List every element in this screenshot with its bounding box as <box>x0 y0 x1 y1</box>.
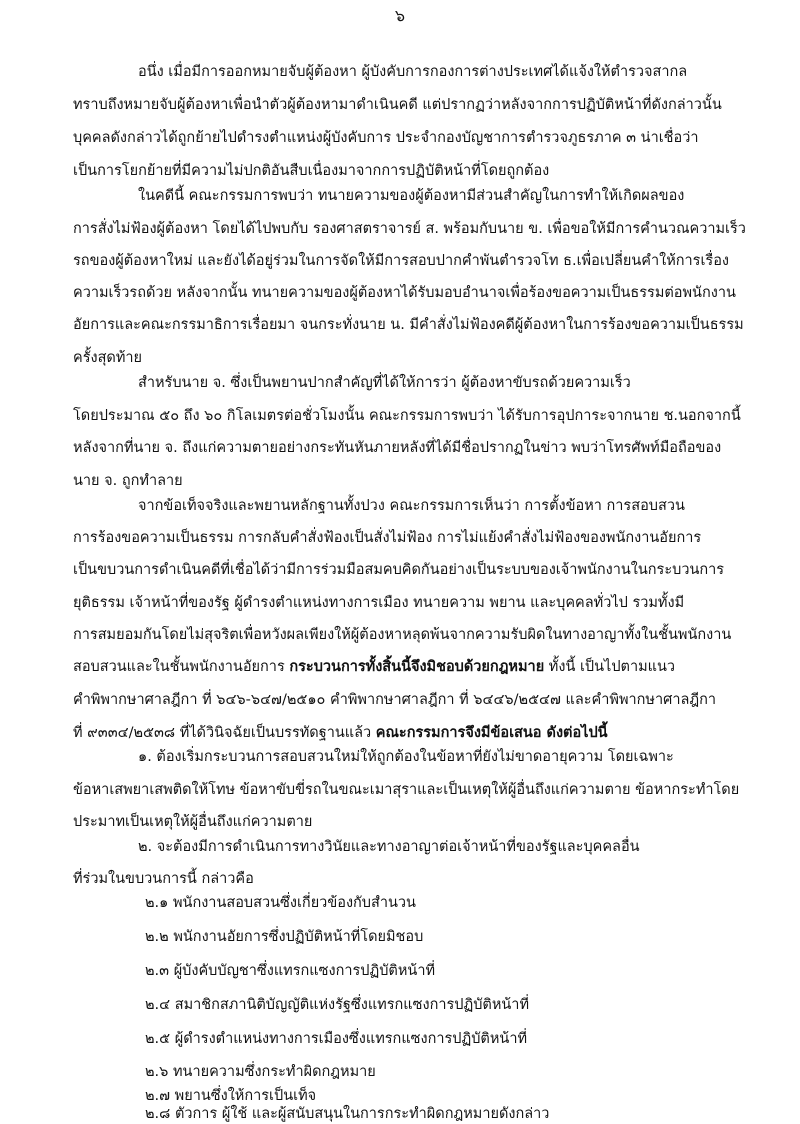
paragraph-2-line: ในคดีนี้ คณะกรรมการพบว่า ทนายความของผู้ต้องหามีส่วนสำคัญในการทำให้เกิดผลของ <box>138 188 685 204</box>
paragraph-4-line: คำพิพากษาศาลฎีกา ที่ ๖๔๖-๖๔๗/๒๕๑๐ คำพิพากษาศาลฎีกา ที่ ๖๔๔๖/๒๕๔๗ และคำพิพากษาศาลฎีกา <box>73 692 717 708</box>
paragraph-4-line: การร้องขอความเป็นธรรม การกลับคำสั่งฟ้องเป็นสั่งไม่ฟ้อง การไม่แย้งคำสั่งไม่ฟ้องของพนักงานอัยการ <box>73 530 702 546</box>
sub-item: ๒.๖ ทนายความซึ่งกระทำผิดกฎหมาย <box>145 1064 376 1080</box>
paragraph-4-text: สอบสวนและในชั้นพนักงานอัยการ <box>73 659 290 675</box>
paragraph-1-line: อนึ่ง เมื่อมีการออกหมายจับผู้ต้องหา ผู้บังคับการกองการต่างประเทศได้แจ้งให้ตำรวจสากล <box>138 64 688 80</box>
paragraph-2-line: ครั้งสุดท้าย <box>73 350 143 366</box>
sub-item: ๒.๒ พนักงานอัยการซึ่งปฏิบัติหน้าที่โดยมิชอบ <box>145 929 424 945</box>
paragraph-3-line: นาย จ. ถูกทำลาย <box>73 473 183 489</box>
page-number: ๖ <box>394 6 406 25</box>
sub-item: ๒.๔ สมาชิกสภานิติบัญญัติแห่งรัฐซึ่งแทรกแซงการปฏิบัติหน้าที่ <box>145 997 530 1013</box>
paragraph-4-line: จากข้อเท็จจริงและพยานหลักฐานทั้งปวง คณะกรรมการเห็นว่า การตั้งข้อหา การสอบสวน <box>138 498 685 514</box>
paragraph-4-bold-statement: คณะกรรมการจึงมีข้อเสนอ ดังต่อไปนี้ <box>375 725 608 741</box>
paragraph-4-text: ที่ ๙๓๓๔/๒๕๓๘ ที่ได้วินิจฉัยเป็นบรรทัดฐานแล้ว <box>73 725 376 741</box>
paragraph-3-line: โดยประมาณ ๕๐ ถึง ๖๐ กิโลเมตรต่อชั่วโมงนั้น คณะกรรมการพบว่า ได้รับการอุปการะจากนาย ช.นอกจากนี้ <box>73 408 741 424</box>
paragraph-2-line: การสั่งไม่ฟ้องผู้ต้องหา โดยได้ไปพบกับ รองศาสตราจารย์ ส. พร้อมกับนาย ข. เพื่อขอให้มีการคำนวณความเร็ว <box>73 221 746 237</box>
item-1-line: ๑. ต้องเริ่มกระบวนการสอบสวนใหม่ให้ถูกต้องในข้อหาที่ยังไม่ขาดอายุความ โดยเฉพาะ <box>138 749 674 765</box>
paragraph-2-line: รถของผู้ต้องหาใหม่ และยังได้อยู่ร่วมในการจัดให้มีการสอบปากคำพันตำรวจโท ธ.เพื่อเปลี่ยนคำให้การเรื่อง <box>73 253 729 269</box>
sub-item: ๒.๓ ผู้บังคับบัญชาซึ่งแทรกแซงการปฏิบัติหน้าที่ <box>145 963 436 979</box>
paragraph-1-line: ทราบถึงหมายจับผู้ต้องหาเพื่อนำตัวผู้ต้องหามาดำเนินคดี แต่ปรากฏว่าหลังจากการปฏิบัติหน้าที่ดังกล่าวนั้น <box>73 97 722 113</box>
paragraph-2-line: อัยการและคณะกรรมาธิการเรื่อยมา จนกระทั่งนาย น. มีคำสั่งไม่ฟ้องคดีผู้ต้องหาในการร้องขอความเป็นธรรม <box>73 317 744 333</box>
sub-item: ๒.๘ ตัวการ ผู้ใช้ และผู้สนับสนุนในการกระทำผิดกฎหมายดังกล่าว <box>145 1106 550 1122</box>
paragraph-4-line-with-bold <box>73 657 763 677</box>
sub-item: ๒.๑ พนักงานสอบสวนซึ่งเกี่ยวข้องกับสำนวน <box>145 895 416 911</box>
sub-item: ๒.๕ ผู้ดำรงตำแหน่งทางการเมืองซึ่งแทรกแซงการปฏิบัติหน้าที่ <box>145 1031 528 1047</box>
paragraph-4-line: การสมยอมกันโดยไม่สุจริตเพื่อหวังผลเพียงให้ผู้ต้องหาหลุดพ้นจากความรับผิดในทางอาญาทั้งในชั้นพนักงาน <box>73 627 732 643</box>
paragraph-1-line: บุคคลดังกล่าวได้ถูกย้ายไปดำรงตำแหน่งผู้บังคับการ ประจำกองบัญชาการตำรวจภูธรภาค ๓ น่าเชื่อว่า <box>73 130 699 146</box>
item-2-line: ๒. จะต้องมีการดำเนินการทางวินัยและทางอาญาต่อเจ้าหน้าที่ของรัฐและบุคคลอื่น <box>138 839 640 855</box>
paragraph-2-line: ความเร็วรถด้วย หลังจากนั้น ทนายความของผู้ต้องหาได้รับมอบอำนาจเพื่อร้องขอความเป็นธรรมต่อพนักงาน <box>73 285 736 301</box>
paragraph-1-line: เป็นการโยกย้ายที่มีความไม่ปกติอันสืบเนื่องมาจากการปฏิบัติหน้าที่โดยถูกต้อง <box>73 163 550 179</box>
paragraph-4-text: ทั้งนี้ เป็นไปตามแนว <box>544 659 676 675</box>
item-1-line: ข้อหาเสพยาเสพติดให้โทษ ข้อหาขับขี่รถในขณะเมาสุราและเป็นเหตุให้ผู้อื่นถึงแก่ความตาย ข้อหากระทำโดย <box>73 782 740 798</box>
paragraph-4-bold-statement: กระบวนการทั้งสิ้นนี้จึงมิชอบด้วยกฎหมาย <box>289 659 545 675</box>
item-1-line: ประมาทเป็นเหตุให้ผู้อื่นถึงแก่ความตาย <box>73 814 313 830</box>
item-2-line: ที่ร่วมในขบวนการนี้ กล่าวคือ <box>73 871 254 887</box>
sub-item: ๒.๗ พยานซึ่งให้การเป็นเท็จ <box>145 1088 317 1104</box>
paragraph-3-line: สำหรับนาย จ. ซึ่งเป็นพยานปากสำคัญที่ได้ให้การว่า ผู้ต้องหาขับรถด้วยความเร็ว <box>138 375 631 391</box>
paragraph-3-line: หลังจากที่นาย จ. ถึงแก่ความตายอย่างกระทันหันภายหลังที่ได้มีชื่อปรากฏในข่าว พบว่าโทรศัพท์มือถือของ <box>73 440 722 456</box>
paragraph-4-line: ยุติธรรม เจ้าหน้าที่ของรัฐ ผู้ดำรงตำแหน่งทางการเมือง ทนายความ พยาน และบุคคลทั่วไป รวมทั้งมี <box>73 595 685 611</box>
paragraph-4-line-with-bold <box>73 723 763 743</box>
paragraph-4-line: เป็นขบวนการดำเนินคดีที่เชื่อได้ว่ามีการร่วมมือสมคบคิดกันอย่างเป็นระบบของเจ้าพนักงานในกระบวนการ <box>73 562 725 578</box>
